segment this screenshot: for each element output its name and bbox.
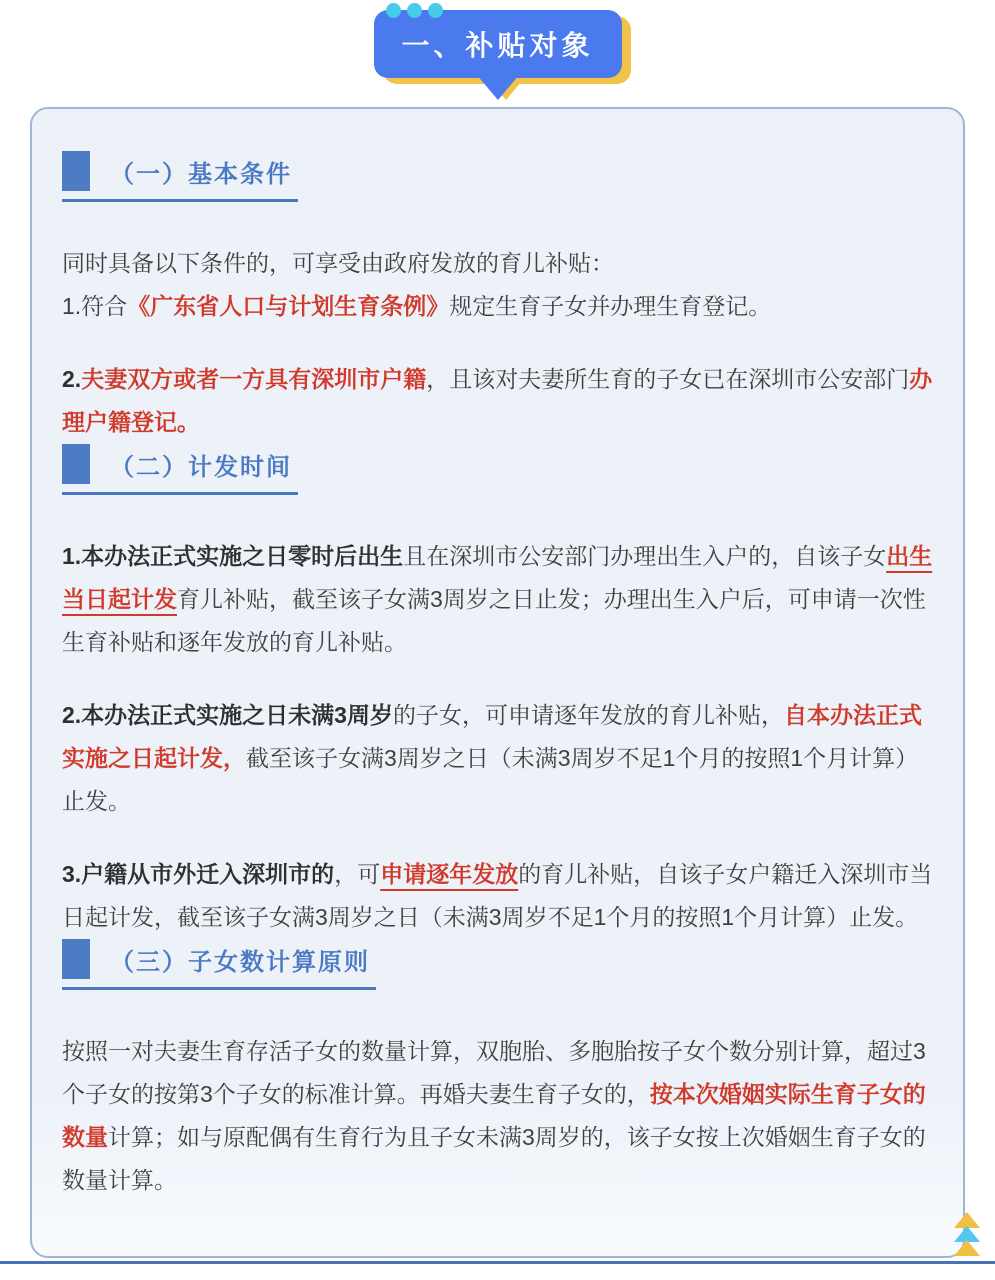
text-segment: 2.本办法正式实施之日未满3周岁 [62, 702, 393, 728]
dot-icon [427, 3, 442, 18]
section-2-title: （二）计发时间 [110, 453, 292, 481]
regulation-name-emphasis: 《广东省人口与计划生育条例》 [127, 293, 450, 319]
section-2-heading [62, 444, 298, 495]
badge-title: 一、补贴对象 [373, 10, 621, 78]
paragraph-time-2 [62, 694, 933, 823]
section-3-title: （三）子女数计算原则 [110, 948, 370, 976]
section-basic-conditions [62, 151, 933, 444]
text-segment: 且在深圳市公安部门办理出生入户的，自该子女 [403, 543, 887, 569]
paragraph-condition-2 [62, 358, 933, 444]
text-segment: 按照一对夫妻生育存活子女的数量计算，双胞胎、多胞胎按子女个数分别计算，超过3个子女的按第3个子女的标准计算。再婚夫妻生育子女的， [62, 1038, 926, 1107]
dot-icon [385, 3, 400, 18]
text-segment: 计算；如与原配偶有生育行为且子女未满3周岁的，该子女按上次婚姻生育子女的数量计算。 [62, 1124, 926, 1193]
text-segment: 同时具备以下条件的，可享受由政府发放的育儿补贴： [62, 250, 614, 276]
text-segment: ，且该对夫妻所生育的子女已在深圳市公安部门 [426, 366, 910, 392]
implementation-date-emphasis: 自本办法正式实施之日起计发， [62, 702, 922, 771]
paragraph-count-rule [62, 1030, 933, 1202]
text-segment: 截至该子女满3周岁之日（未满3周岁不足1个月的按照1个月计算）止发。 [62, 745, 919, 814]
paragraph-condition-1 [62, 285, 933, 328]
badge-tail [475, 74, 519, 100]
text-segment: 育儿补贴，截至该子女满3周岁之日止发；办理出生入户后，可申请一次性生育补贴和逐年发放的育儿补贴。 [62, 586, 926, 655]
triangle-up-icon [954, 1240, 980, 1256]
paragraph-intro [62, 242, 933, 285]
text-segment: 2. [62, 366, 82, 392]
paragraph-time-1 [62, 535, 933, 664]
section-payment-time [62, 444, 933, 939]
text-segment: 规定生育子女并办理生育登记。 [449, 293, 772, 319]
section-3-heading [62, 939, 376, 990]
registration-emphasis: 办理户籍登记。 [62, 366, 933, 435]
paragraph-time-3 [62, 853, 933, 939]
household-registration-emphasis: 夫妻双方或者一方具有深圳市户籍 [81, 366, 427, 392]
text-segment: 的育儿补贴，自该子女户籍迁入深圳市当日起计发，截至该子女满3周岁之日（未满3周岁不足1个月的按照1个月计算）止发。 [62, 861, 933, 930]
text-segment: 3.户籍从市外迁入深圳市的 [62, 861, 335, 887]
annual-payment-emphasis: 申请逐年发放 [380, 861, 519, 887]
birth-date-emphasis: 出生当日起计发 [62, 543, 933, 612]
content-card [30, 107, 965, 1258]
current-marriage-emphasis: 按本次婚姻实际生育子女的数量 [62, 1081, 926, 1150]
section-badge [373, 10, 621, 78]
section-child-count-rules [62, 939, 933, 1202]
bottom-divider [0, 1261, 995, 1264]
text-segment: ，可 [334, 861, 381, 887]
text-segment: 的子女，可申请逐年发放的育儿补贴， [392, 702, 784, 728]
text-segment: 1.符合 [62, 293, 128, 319]
section-1-title: （一）基本条件 [110, 160, 292, 188]
heading-marker-icon [62, 939, 90, 979]
scroll-up-triangles [954, 1214, 980, 1256]
section-1-heading [62, 151, 298, 202]
dot-icon [406, 3, 421, 18]
heading-marker-icon [62, 444, 90, 484]
heading-marker-icon [62, 151, 90, 191]
text-segment: 1.本办法正式实施之日零时后出生 [62, 543, 404, 569]
